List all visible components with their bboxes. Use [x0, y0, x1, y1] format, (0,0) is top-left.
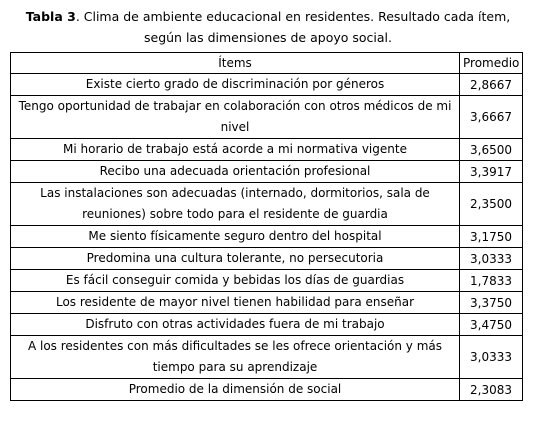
row-mean-value: 3,4750 [460, 314, 523, 336]
row-item-text: Predomina una cultura tolerante, no persecutoria [11, 248, 460, 270]
summary-mean-value: 2,3083 [460, 379, 523, 401]
row-item-text: A los residentes con más dificultades se les ofrece orientación y más tiempo para su aprendizaje [11, 336, 460, 379]
table-row [11, 270, 523, 292]
row-item-text: Mi horario de trabajo está acorde a mi normativa vigente [11, 139, 460, 161]
header-row [11, 53, 523, 74]
row-item-text: Tengo oportunidad de trabajar en colaboración con otros médicos de mi nivel [11, 96, 460, 139]
row-mean-value: 3,0333 [460, 336, 523, 379]
row-item-text: Las instalaciones son adecuadas (internado, dormitorios, sala de reuniones) sobre todo para el residente de guardia [11, 183, 460, 226]
table-caption [10, 6, 526, 48]
row-mean-value: 3,1750 [460, 226, 523, 248]
row-mean-value: 1,7833 [460, 270, 523, 292]
table-row [11, 248, 523, 270]
row-mean-value: 2,3500 [460, 183, 523, 226]
summary-row [11, 379, 523, 401]
results-table [10, 52, 523, 401]
table-row [11, 161, 523, 183]
table-row [11, 183, 523, 226]
caption-label: Tabla 3 [25, 9, 76, 24]
caption-text: . Clima de ambiente educacional en residentes. Resultado cada ítem, según las dimensiones de apoyo social. [75, 9, 511, 45]
table-row [11, 226, 523, 248]
row-mean-value: 3,3750 [460, 292, 523, 314]
row-item-text: Me siento físicamente seguro dentro del hospital [11, 226, 460, 248]
row-item-text: Existe cierto grado de discriminación por géneros [11, 74, 460, 96]
row-mean-value: 3,3917 [460, 161, 523, 183]
row-mean-value: 3,6667 [460, 96, 523, 139]
table-row [11, 336, 523, 379]
table-row [11, 314, 523, 336]
table-row [11, 74, 523, 96]
table-row [11, 96, 523, 139]
table-row [11, 292, 523, 314]
row-mean-value: 2,8667 [460, 74, 523, 96]
table-row [11, 139, 523, 161]
row-mean-value: 3,6500 [460, 139, 523, 161]
row-item-text: Es fácil conseguir comida y bebidas los días de guardias [11, 270, 460, 292]
row-mean-value: 3,0333 [460, 248, 523, 270]
row-item-text: Los residente de mayor nivel tienen habilidad para enseñar [11, 292, 460, 314]
column-header-mean: Promedio [460, 53, 523, 74]
summary-item-text: Promedio de la dimensión de social [11, 379, 460, 401]
row-item-text: Recibo una adecuada orientación profesional [11, 161, 460, 183]
column-header-items: Ítems [11, 53, 460, 74]
row-item-text: Disfruto con otras actividades fuera de mi trabajo [11, 314, 460, 336]
